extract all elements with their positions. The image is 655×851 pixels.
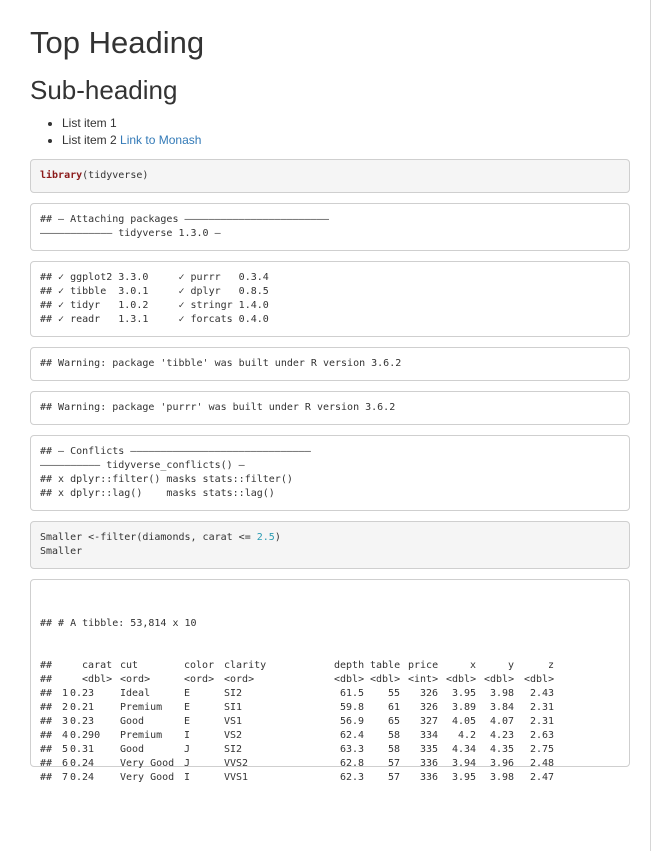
table-cell: I [184,730,191,741]
table-cell: 57 [388,758,401,769]
table-cell: 2.75 [530,744,555,755]
table-row [40,743,620,757]
document-content [30,0,630,783]
page-title: Top Heading [30,25,205,60]
table-cell: VS2 [224,730,243,741]
table-cell: 0.24 [70,758,95,769]
table-cell: SI1 [224,702,243,713]
table-cell: J [184,744,191,755]
table-cell: price [408,660,439,671]
code-line: Smaller [40,546,83,557]
monash-link[interactable]: Link to Monash [120,133,202,147]
table-cell: 0.31 [70,744,95,755]
table-cell: 0.23 [70,716,95,727]
table-cell: 62.8 [340,758,365,769]
table-cell: <dbl> [334,674,365,685]
table-cell: 62.3 [340,772,365,783]
table-cell: <ord> [184,674,215,685]
table-cell: J [184,758,191,769]
table-cell: table [370,660,401,671]
table-cell: clarity [224,660,267,671]
warning-text: ## Warning: package 'tibble' was built under R version 3.6.2 [40,358,402,369]
code-chunk-library [30,159,630,193]
table-cell: 335 [420,744,439,755]
table-cell: 4.2 [458,730,477,741]
table-cell: 3.84 [490,702,515,713]
page-subheading: Sub-heading [30,75,178,105]
table-cell: 4.23 [490,730,515,741]
table-row [40,729,620,743]
table-cell: 4.35 [490,744,515,755]
table-cell: 0.290 [70,730,101,741]
output-warning-tibble [30,347,630,381]
table-row [40,701,620,715]
table-cell: Premium [120,730,163,741]
output-line: ## ✓ readr 1.3.1 ✓ forcats 0.4.0 [40,314,269,325]
table-row [40,771,620,785]
output-line: ———————————— tidyverse 1.3.0 — [40,228,221,239]
table-cell: VVS1 [224,772,249,783]
table-cell: y [508,660,515,671]
table-cell: 2.48 [530,758,555,769]
table-cell: E [184,702,191,713]
table-cell: 4.34 [452,744,477,755]
table-cell: <dbl> [484,674,515,685]
table-cell: 65 [388,716,401,727]
code-keyword: library [40,170,83,181]
row-prefix: ## [40,744,53,755]
output-package-versions [30,261,630,337]
table-cell: x [470,660,477,671]
code-line [40,531,620,545]
table-cell: 3.89 [452,702,477,713]
table-cell: 2.63 [530,730,555,741]
row-index: 6 [62,758,69,769]
row-index: 1 [62,688,69,699]
bottom-fade [0,820,650,851]
table-cell: depth [334,660,365,671]
code-chunk-filter [30,521,630,569]
row-index: 7 [62,772,69,783]
table-cell: 55 [388,688,401,699]
table-cell: 3.95 [452,772,477,783]
code-text: Smaller <-filter(diamonds, carat <= [40,532,257,543]
row-prefix: ## [40,688,53,699]
page-edge-divider [650,0,651,851]
table-cell: carat [70,660,113,671]
table-cell: 62.4 [340,730,365,741]
row-prefix: ## [40,772,53,783]
row-prefix: ## [40,660,53,671]
code-text: ) [274,532,281,543]
row-index: 2 [62,702,69,713]
table-cell: <dbl> [446,674,477,685]
output-line: ## x dplyr::filter() masks stats::filter() [40,474,293,485]
table-cell: 326 [420,702,439,713]
table-cell: z [548,660,555,671]
table-cell: SI2 [224,688,243,699]
row-prefix: ## [40,674,53,685]
row-prefix: ## [40,716,53,727]
table-cell: <dbl> [370,674,401,685]
row-index: 3 [62,716,69,727]
table-cell: 3.95 [452,688,477,699]
table-cell: <int> [408,674,439,685]
table-cell: 58 [388,730,401,741]
row-index: 4 [62,730,69,741]
table-cell: I [184,772,191,783]
table-cell: E [184,688,191,699]
table-cell: Ideal [120,688,151,699]
output-conflicts [30,435,630,511]
list-item-text: List item 1 [62,116,117,130]
table-cell: 56.9 [340,716,365,727]
output-warning-purrr [30,391,630,425]
table-cell: 58 [388,744,401,755]
output-line: ## — Attaching packages ———————————————————————— [40,214,329,225]
output-line: ## x dplyr::lag() masks stats::lag() [40,488,275,499]
output-line: ## — Conflicts —————————————————————————————— [40,446,311,457]
output-attaching-packages [30,203,630,251]
output-tibble [30,579,630,783]
table-cell: 2.31 [530,702,555,713]
table-cell: 4.07 [490,716,515,727]
table-cell: color [184,660,215,671]
table-cell: Good [120,716,145,727]
tibble-header: ## # A tibble: 53,814 x 10 [40,618,197,629]
table-cell: 57 [388,772,401,783]
table-cell: 0.21 [70,702,95,713]
table-row [40,715,620,729]
table-cell: 61.5 [340,688,365,699]
table-cell: 2.31 [530,716,555,727]
table-cell: 326 [420,688,439,699]
table-cell: <dbl> [70,674,113,685]
table-cell: 59.8 [340,702,365,713]
code-number: 2.5 [256,532,275,543]
row-prefix: ## [40,730,53,741]
code-text: (tidyverse) [82,170,149,181]
table-cell: VVS2 [224,758,249,769]
list-item [62,115,630,132]
table-cell: 3.94 [452,758,477,769]
table-cell: 63.3 [340,744,365,755]
output-line: ## ✓ tibble 3.0.1 ✓ dplyr 0.8.5 [40,286,269,297]
output-line: ## ✓ ggplot2 3.3.0 ✓ purrr 0.3.4 [40,272,269,283]
table-cell: <ord> [120,674,151,685]
table-cell: <dbl> [524,674,555,685]
list-item [62,132,630,149]
bullet-list [30,115,630,149]
row-index: 5 [62,744,69,755]
table-cell: 2.43 [530,688,555,699]
table-type-row [40,673,620,687]
table-cell: 2.47 [530,772,555,783]
table-cell: 3.98 [490,688,515,699]
table-cell: VS1 [224,716,243,727]
output-line: ## ✓ tidyr 1.0.2 ✓ stringr 1.4.0 [40,300,269,311]
table-row [40,687,620,701]
table-cell: Good [120,744,145,755]
tibble-body [40,659,620,785]
output-line: —————————— tidyverse_conflicts() — [40,460,245,471]
warning-text: ## Warning: package 'purrr' was built under R version 3.6.2 [40,402,396,413]
table-cell: Very Good [120,772,175,783]
row-prefix: ## [40,758,53,769]
table-cell: 3.98 [490,772,515,783]
table-cell: 3.96 [490,758,515,769]
table-cell: 334 [420,730,439,741]
table-cell: Premium [120,702,163,713]
table-cell: cut [120,660,139,671]
list-item-text: List item 2 [62,133,121,147]
table-cell: E [184,716,191,727]
table-cell: SI2 [224,744,243,755]
table-cell: <ord> [224,674,255,685]
table-cell: Very Good [120,758,175,769]
table-row [40,757,620,771]
table-cell: 327 [420,716,439,727]
table-cell: 336 [420,772,439,783]
table-cell: 61 [388,702,401,713]
table-cell: 4.05 [452,716,477,727]
table-header-row [40,659,620,673]
table-cell: 0.23 [70,688,95,699]
table-cell: 0.24 [70,772,95,783]
table-cell: 336 [420,758,439,769]
row-prefix: ## [40,702,53,713]
